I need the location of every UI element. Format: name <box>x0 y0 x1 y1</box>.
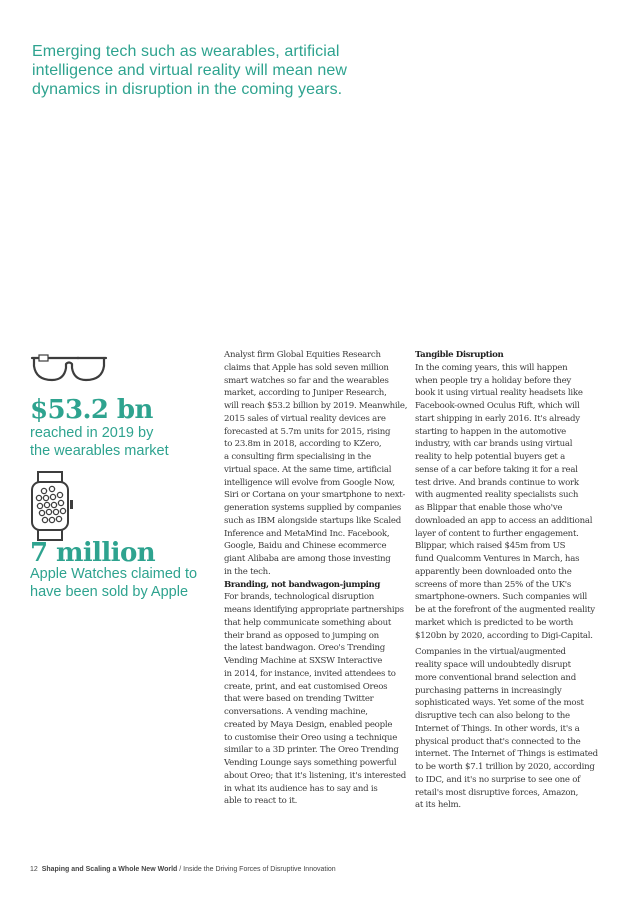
intro-text: Emerging tech such as wearables, artificial intelligence and virtual reality will mean new dynamics in disruption in the coming years. <box>32 43 347 98</box>
text-line: able to react to it. <box>224 796 298 807</box>
smart-glasses-icon <box>30 352 108 384</box>
text-line: generation systems supplied by companies <box>224 503 401 513</box>
text-line: to 23.8m in 2018, according to KZero, <box>224 439 382 450</box>
text-line: sense of a car before taking it for a real <box>415 464 578 475</box>
text-line: forecasted at 5.7m units for 2015, rising <box>224 426 391 437</box>
text-line: when people try a holiday before they <box>415 375 572 386</box>
text-line: industry, with car brands using virtual <box>415 439 573 450</box>
text-line: apparently been downloaded onto the <box>415 566 572 577</box>
text-line: Analyst firm Global Equities Research <box>224 350 381 360</box>
text-line: virtual space. At the same time, artificial <box>224 464 392 475</box>
text-line: physical product that's connected to the <box>415 736 581 747</box>
text-line: intelligence will evolve from Google Now, <box>224 477 395 488</box>
page-number: 12 <box>30 866 38 873</box>
text-line: to be worth $7.1 trillion by 2020, according <box>415 762 595 772</box>
text-line: downloaded an app to access an additional <box>415 515 593 526</box>
text-line: Internet of Things. In other words, it's a <box>415 723 580 734</box>
paragraph-companies <box>415 646 610 812</box>
text-line: will reach $53.2 billion by 2019. Meanwhile, <box>224 401 408 411</box>
text-line: their brand as opposed to jumping on <box>224 630 379 641</box>
text-line: market, according to Juniper Research, <box>224 388 387 399</box>
text-line: more conventional brand selection and <box>415 672 576 683</box>
text-line: about Oreo; that it's listening, it's interested <box>224 770 406 781</box>
text-line: claims that Apple has sold seven million <box>224 362 389 373</box>
text-line: book it using virtual reality headsets like <box>415 388 583 399</box>
text-line: test drive. And brands continue to work <box>415 477 579 488</box>
text-line: reality space will undoubtedly disrupt <box>415 660 571 670</box>
text-line: reality to help potential buyers get a <box>415 452 565 462</box>
stat-wearables-label: reached in 2019 by the wearables market <box>30 425 169 459</box>
text-line: be at the forefront of the augmented reality <box>415 605 595 615</box>
text-line: Blippar, which raised $45m from US <box>415 541 566 552</box>
text-line: to IDC, and it's no surprise to see one of <box>415 774 581 785</box>
subheading-tangible-disruption: Tangible Disruption <box>415 350 504 360</box>
text-line: to customise their Oreo using a technique <box>224 732 398 743</box>
text-line: start shipping in early 2016. It's already <box>415 413 580 424</box>
text-line: Vending Lounge says something powerful <box>224 758 397 768</box>
text-line: starting to happen in the automotive <box>415 426 567 437</box>
stat-wearables-value: $53.2 bn <box>30 395 153 425</box>
text-line: Inference and MetaMind Inc. Facebook, <box>224 528 390 539</box>
text-line: similar to a 3D printer. The Oreo Trending <box>224 745 399 756</box>
text-line: fund Qualcomm Ventures in March, has <box>415 554 580 564</box>
text-line: Siri or Cortana on your smartphone to next- <box>224 490 406 501</box>
text-line: layer of content to further engagement. <box>415 528 579 539</box>
text-line: Facebook-owned Oculus Rift, which will <box>415 401 580 411</box>
text-line: conversations. A vending machine, <box>224 707 368 717</box>
footer-title: Shaping and Scaling a Whole New World <box>41 866 178 873</box>
text-line: at its helm. <box>415 800 461 811</box>
text-line: created by Maya Design, enabled people <box>224 719 393 730</box>
text-line: Vending Machine at SXSW Interactive <box>224 656 383 666</box>
text-line: in what its audience has to say and is <box>224 783 378 794</box>
text-line: For brands, technological disruption <box>224 592 375 603</box>
text-line: internet. The Internet of Things is estimated <box>415 749 598 760</box>
paragraph-tangible <box>415 362 610 643</box>
text-line: the latest bandwagon. Oreo's Trending <box>224 643 386 654</box>
text-line: $120bn by 2020, according to Digi-Capital. <box>415 630 593 641</box>
body-column-left <box>224 349 414 808</box>
text-line: sophisticated ways. Yet some of the most <box>415 698 584 709</box>
text-line: smartphone-owners. Such companies will <box>415 592 587 603</box>
text-line: giant Alibaba are among those investing <box>224 554 391 564</box>
text-line: in the tech. <box>224 566 271 577</box>
text-line: retail's most disruptive forces, Amazon, <box>415 787 579 798</box>
text-line: Companies in the virtual/augmented <box>415 647 566 658</box>
text-line: as Blippar that enable those who've <box>415 503 563 513</box>
text-line: that were based on trending Twitter <box>224 694 374 705</box>
text-line: create, print, and eat customised Oreos <box>224 681 388 692</box>
text-line: in 2014, for instance, invited attendees to <box>224 668 396 679</box>
text-line: that help communicate something about <box>224 617 392 628</box>
text-line: means identifying appropriate partnerships <box>224 605 404 615</box>
page-footer <box>30 866 336 873</box>
text-line: In the coming years, this will happen <box>415 362 568 373</box>
smart-watch-icon <box>28 470 74 542</box>
text-line: such as IBM alongside startups like Scaled <box>224 515 401 526</box>
stat-apple-watch-value: 7 million <box>30 538 156 568</box>
footer-subtitle: / Inside the Driving Forces of Disruptive Innovation <box>179 866 336 873</box>
text-line: 2015 sales of virtual reality devices are <box>224 413 386 424</box>
text-line: Google, Baidu and Chinese ecommerce <box>224 541 387 552</box>
text-line: with augmented reality specialists such <box>415 490 579 501</box>
text-line: screens of more than 25% of the UK's <box>415 579 572 590</box>
text-line: smart watches so far and the wearables <box>224 375 389 386</box>
text-line: market which is predicted to be worth <box>415 617 574 628</box>
subheading-branding: Branding, not bandwagon-jumping <box>224 579 381 590</box>
stat-apple-watch-label: Apple Watches claimed to have been sold by Apple <box>30 566 198 600</box>
paragraph-analyst <box>224 349 414 579</box>
text-line: purchasing patterns in increasingly <box>415 685 562 696</box>
paragraph-branding <box>224 591 414 808</box>
text-line: a consulting firm specialising in the <box>224 452 371 462</box>
text-line: disruptive tech can also belong to the <box>415 711 570 721</box>
body-column-right <box>415 349 610 812</box>
